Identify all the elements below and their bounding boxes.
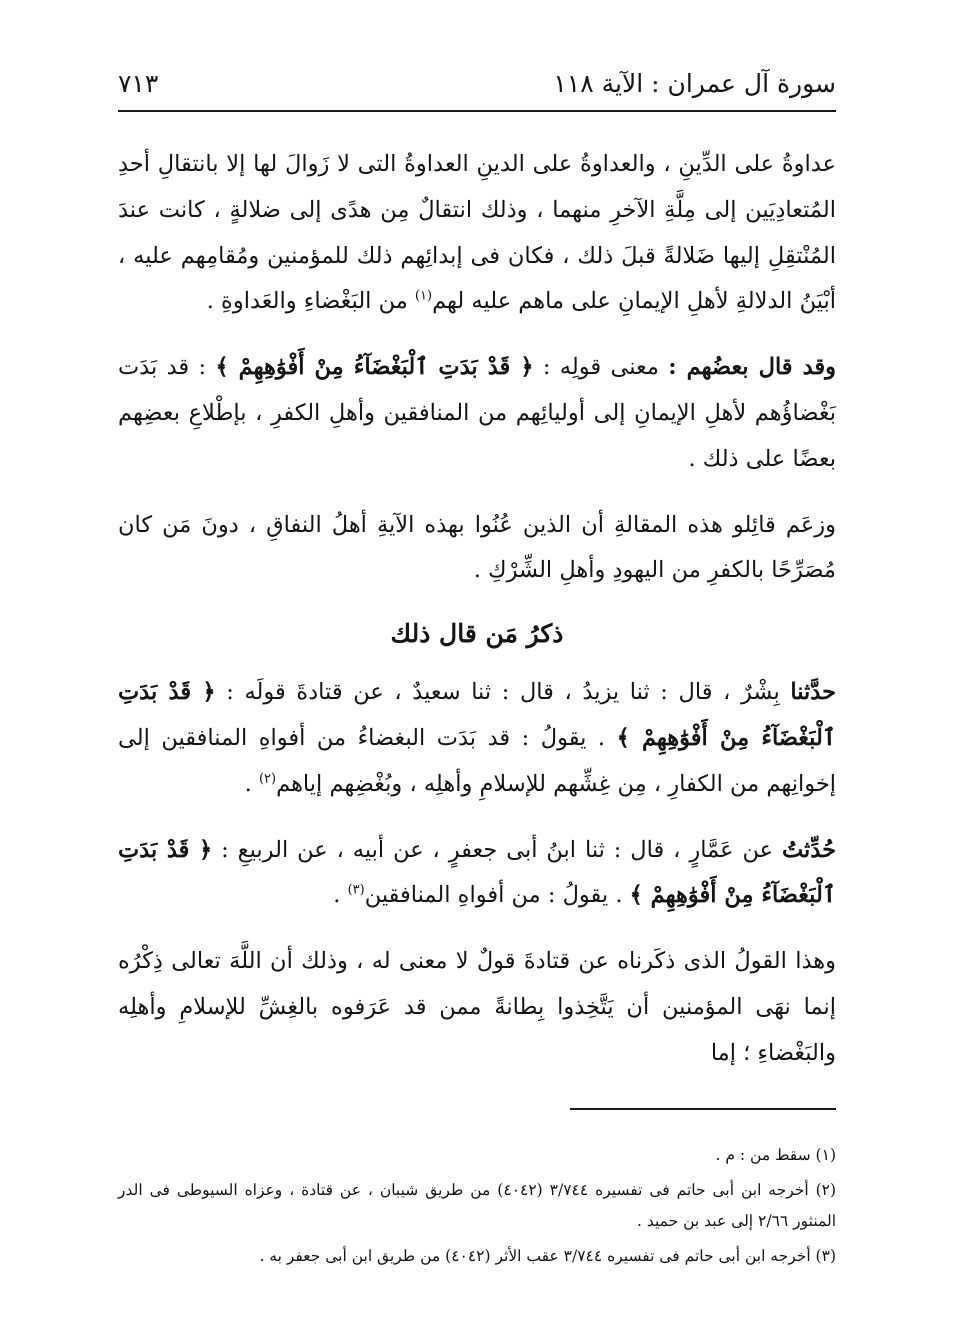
footnote-ref-3: (٣) bbox=[347, 882, 365, 898]
quran-quote: ﴿ قَدْ بَدَتِ ٱلْبَغْضَآءُ مِنْ أَفْوَٰهِهِمْ ﴾ bbox=[118, 836, 836, 909]
footnote-3: (٣) أخرجه ابن أبى حاتم فى تفسيره ٣/٧٤٤ عقب الأثر (٤٠٤٢) من طريق ابن أبى جعفر به . bbox=[259, 1247, 836, 1265]
footnote-1: (١) سقط من : م . bbox=[715, 1146, 836, 1164]
paragraph-3: وزعَم قائِلو هذه المقالةِ أن الذين عُنُوا بهذه الآيةِ أهلُ النفاقِ ، دونَ مَن كان مُصَرِّحًا بالكفرِ من اليهودِ وأهلِ الشِّرْكِ . bbox=[118, 511, 836, 584]
header-rule bbox=[118, 110, 836, 112]
running-title: سورة آل عمران : الآية ١١٨ bbox=[553, 68, 836, 98]
paragraph-2: وقد قال بعضُهم : معنى قولِه : ﴿ قَدْ بَدَتِ ٱلْبَغْضَآءُ مِنْ أَفْوَٰهِهِمْ ﴾ : قد بَدَت بَغْضاؤُهم لأهلِ الإيمانِ إلى أوليائِهم من المنافقين وأهلِ الكفرِ ، بإطْلاعِ بعضِهم بعضًا على ذلك . bbox=[118, 354, 837, 472]
quran-quote: ﴿ قَدْ بَدَتِ ٱلْبَغْضَآءُ مِنْ أَفْوَٰهِهِمْ ﴾ bbox=[215, 354, 534, 381]
footnote-ref-1: (١) bbox=[414, 288, 433, 304]
footnotes bbox=[118, 1140, 836, 1276]
closing-paragraph: وهذا القولُ الذى ذكَرناه عن قتادةَ قولٌ لا معنى له ، وذلك أن اللَّهَ تعالى ذِكْرُه إنما نهَى المؤمنين أن يَتَّخِذوا بِطانةً ممن قد عَرَفوه بالغِشِّ للإسلامِ وأهلِه والبَغْضاءِ ؛ إما bbox=[118, 948, 836, 1066]
page-number: ٧١٣ bbox=[118, 68, 159, 98]
footnote-ref-2: (٢) bbox=[258, 771, 277, 787]
narration-2: حُدِّثتُ عن عَمَّارٍ ، قال : ثنا ابنُ أبى جعفرٍ ، عن أبيه ، عن الربيعِ : ﴿ قَدْ بَدَتِ ٱلْبَغْضَآءُ مِنْ أَفْوَٰهِهِمْ ﴾ . يقولُ : من أفواهِ المنافقين$^{(٣)}$ . bbox=[118, 836, 837, 909]
footnote-2: (٢) أخرجه ابن أبى حاتم فى تفسيره ٣/٧٤٤ (٤٠٤٢) من طريق شيبان ، عن قتادة ، وعزاه السيوطى فى الدر المنثور ٢/٦٦ إلى عبد بن حميد . bbox=[118, 1181, 837, 1230]
narration-lead: حُدِّثتُ bbox=[781, 836, 837, 863]
paragraph-1: عداوةُ على الدِّينِ ، والعداوةُ على الدينِ العداوةُ التى لا زَوالَ لها إلا بانتقالِ أحدِ المُتعادِيَين إلى مِلَّةِ الآخرِ منهما ، وذلك انتقالٌ مِن هدًى إلى ضلالةٍ ، كانت عندَ المُنْتقِلِ إليها ضَلالةً قبلَ ذلك ، فكان فى إبدائِهم ذلك للمؤمنين ومُقامِهم عليه ، أبْيَنُ الدلالةِ لأهلِ الإيمانِ على ماهم عليه لهم$^{(١)}$ من البَغْضاءِ والعَداوةِ . bbox=[118, 151, 836, 315]
main-text bbox=[118, 142, 836, 1097]
narration-1: حدَّثنا بِشْرٌ ، قال : ثنا يزيدُ ، قال : ثنا سعيدٌ ، عن قتادةَ قولَه : ﴿ قَدْ بَدَتِ ٱلْبَغْضَآءُ مِنْ أَفْوَٰهِهِمْ ﴾ . يقولُ : قد بَدَت البغضاءُ من أفواهِ المنافقين إلى إخوانِهم من الكفارِ ، مِن غِشِّهم للإسلامِ وأهلِه ، وبُغْضِهم إياهم$^{(٢)}$ . bbox=[118, 679, 836, 797]
section-heading: ذكرُ مَن قال ذلك bbox=[390, 619, 564, 649]
footnote-rule bbox=[570, 1108, 836, 1110]
narration-lead: حدَّثنا bbox=[790, 679, 836, 706]
page-header bbox=[118, 58, 836, 108]
lead-phrase: وقد قال بعضُهم : bbox=[668, 354, 837, 381]
quran-quote: ﴿ قَدْ بَدَتِ ٱلْبَغْضَآءُ مِنْ أَفْوَٰهِهِمْ ﴾ bbox=[118, 679, 836, 751]
